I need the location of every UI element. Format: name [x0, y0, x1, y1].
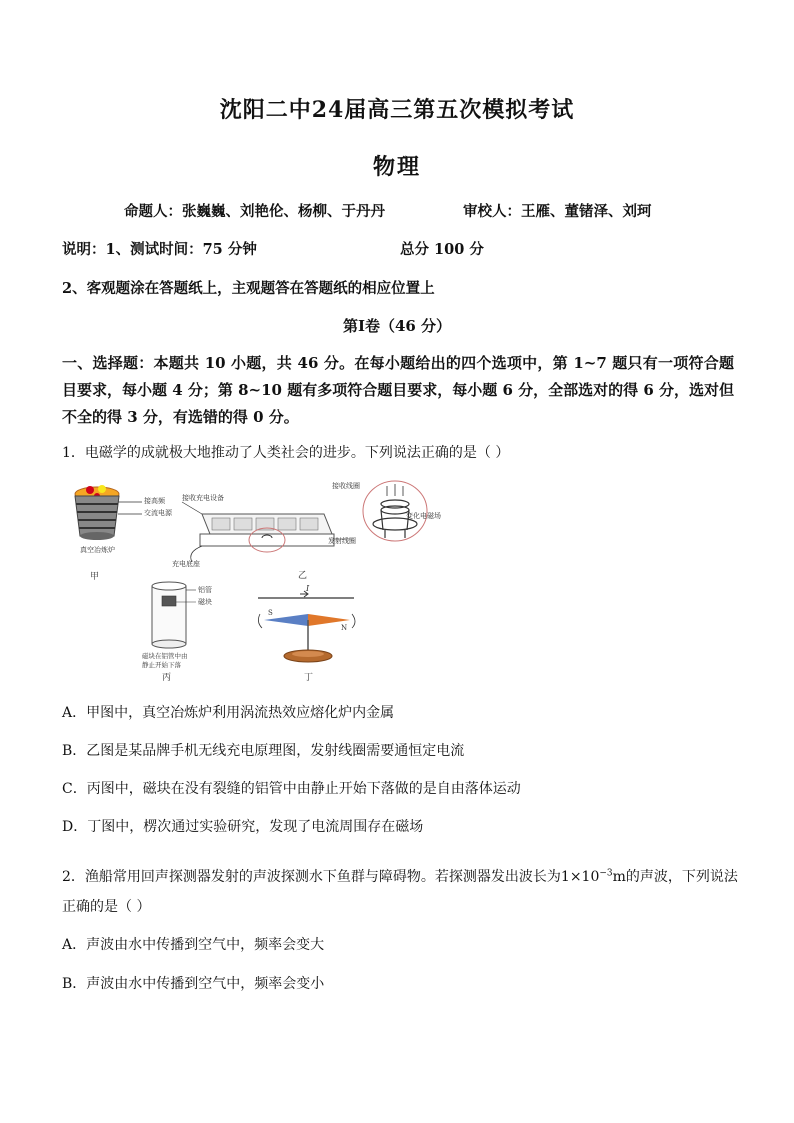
tube-note-line2: 静止开始下落 — [142, 661, 181, 669]
charger-label-recv: 接收线圈 — [332, 482, 360, 490]
instruction-time: 说明：1、测试时间：75 分钟 — [62, 241, 257, 258]
furnace-label-top: 接高频 — [144, 497, 165, 505]
figure-label-yi: 乙 — [298, 571, 308, 581]
wavelength-exponent: −3 — [599, 868, 613, 879]
part-title: 第Ⅰ卷（46 分） — [342, 317, 452, 335]
question-2-stem-tail: 的声波，下列说法 — [625, 869, 738, 885]
figure-label-jia: 甲 — [90, 572, 100, 582]
question-1-option-b: B．乙图是某品牌手机无线充电原理图，发射线圈需要通恒定电流 — [62, 743, 465, 759]
charger-label-field: 变化电磁场 — [406, 512, 441, 520]
compass-label-s: S — [268, 609, 273, 617]
question-2-stem-line1 — [62, 866, 738, 886]
wavelength-unit: m — [612, 869, 626, 885]
question-2-stem-line2: 正确的是（ ） — [62, 899, 151, 915]
exam-title: 沈阳二中24届高三第五次模拟考试 — [219, 97, 575, 123]
charger-label-device: 接收充电设备 — [182, 494, 224, 502]
charger-label-base: 充电底座 — [172, 560, 200, 568]
question-1-option-a: A．甲图中，真空冶炼炉利用涡流热效应熔化炉内金属 — [62, 705, 395, 721]
figure-label-bing: 丙 — [162, 673, 172, 683]
wavelength-coefficient: 1×10 — [560, 869, 600, 885]
tube-label-magnet: 磁块 — [198, 598, 212, 606]
tube-note-line1: 磁块在铝管中由 — [142, 652, 188, 660]
charger-label-send: 发射线圈 — [328, 537, 356, 545]
question-1-figure — [62, 474, 462, 684]
section-instructions: 一、选择题：本题共 10 小题，共 46 分。在每小题给出的四个选项中，第 1~7 题只有一项符合题目要求，每小题 4 分；第 8~10 题有多项符合题目要求，每小题 6 分，全部选对的得 6 分，选对但不全的得 3 分，有选错的得 0 分。 — [62, 354, 734, 426]
furnace-label-mid: 交流电源 — [144, 509, 172, 517]
tube-label-tube: 铝管 — [198, 586, 212, 594]
question-setters: 命题人：张巍巍、刘艳伦、杨柳、于丹丹 — [124, 203, 385, 220]
question-2-option-a: A．声波由水中传播到空气中，频率会变大 — [62, 937, 325, 953]
furnace-label-bottom: 真空冶炼炉 — [80, 546, 115, 554]
aluminum-tube-diagram — [152, 582, 196, 648]
compass-label-n: N — [341, 624, 348, 632]
question-2-stem-text: 2．渔船常用回声探测器发射的声波探测水下鱼群与障碍物。若探测器发出波长为 — [62, 869, 561, 885]
question-1-option-d: D．丁图中，楞次通过实验研究，发现了电流周围存在磁场 — [62, 819, 424, 835]
question-1-option-c: C．丙图中，磁块在没有裂缝的铝管中由静止开始下落做的是自由落体运动 — [62, 781, 521, 797]
instruction-answer-sheet: 2、客观题涂在答题纸上，主观题答在答题纸的相应位置上 — [62, 280, 435, 297]
furnace-diagram — [75, 485, 142, 540]
figure-label-ding: 丁 — [304, 673, 314, 683]
instruction-total-score: 总分 100 分 — [400, 241, 484, 258]
compass-label-current: I — [306, 584, 310, 593]
question-1-stem: 1．电磁学的成就极大地推动了人类社会的进步。下列说法正确的是（ ） — [62, 445, 510, 461]
subject-title: 物理 — [372, 154, 421, 180]
question-2-option-b: B．声波由水中传播到空气中，频率会变小 — [62, 976, 325, 992]
reviewers: 审校人：王雁、董锗泽、刘珂 — [463, 203, 652, 220]
